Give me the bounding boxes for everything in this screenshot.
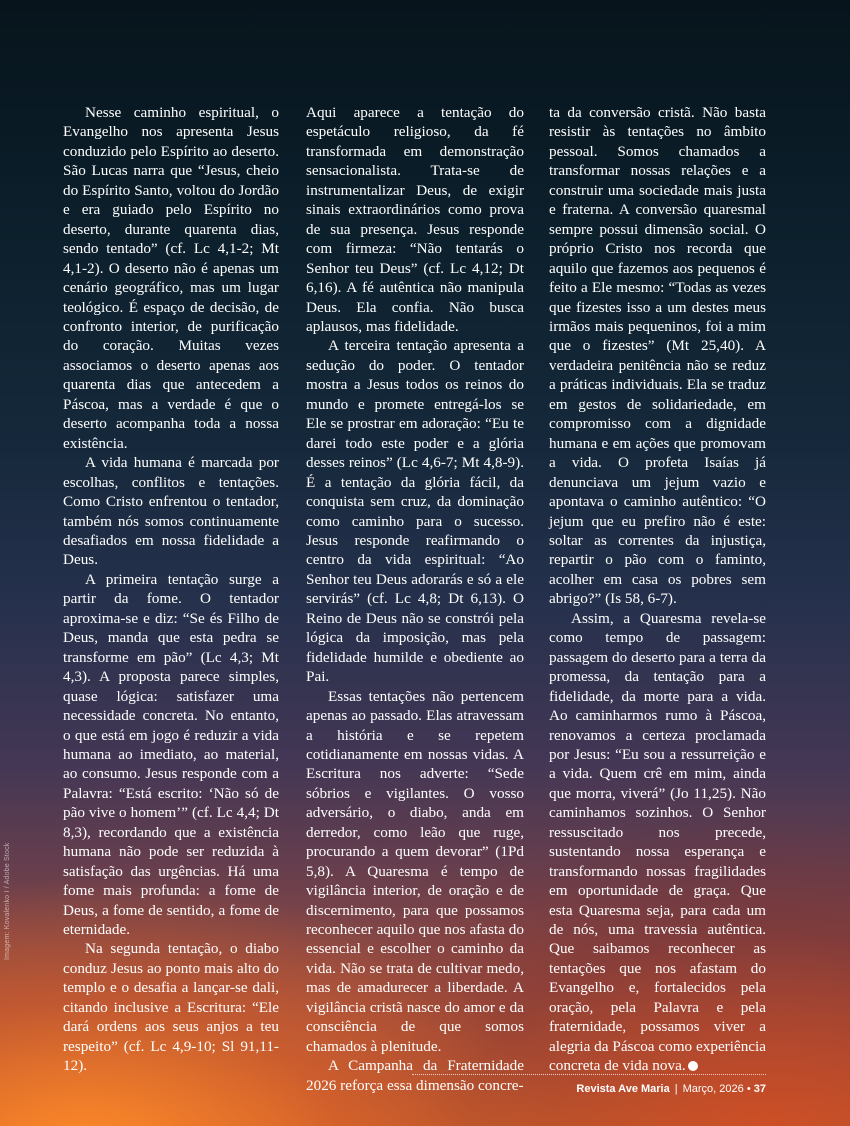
- paragraph: A terceira tentação apresenta a sedução do poder. O tentador mostra a Jesus todos os reinos do mundo e promete entregá-los se Ele se prostrar em adoração: “Eu te darei todo este poder e a glória desses reinos” (Lc 4,6-7; Mt 4,8-9). É a tentação da glória fácil, da conquista sem cruz, da dominação como caminho para o sucesso. Jesus responde reafirmando o centro da vida espiritual: “Ao Senhor teu Deus adorarás e só a ele servirás” (cf. Lc 4,8; Dt 6,13). O Reino de Deus não se constrói pela lógica da imposição, mas pela fidelidade humilde e obediente ao Pai.: [306, 337, 524, 686]
- page-footer: [576, 1083, 766, 1095]
- issue-date: Março, 2026: [682, 1083, 744, 1095]
- paragraph: A Campanha da Fraternidade 2026 reforça essa dimensão concre-: [306, 1057, 524, 1094]
- text-column-3: [549, 103, 766, 1076]
- paragraph: Essas tentações não pertencem apenas ao passado. Elas atravessam a história e se repetem cotidianamente em nossas vidas. A Escritura nos adverte: “Sede sóbrios e vigilantes. O vosso adversário, o diabo, anda em derredor, como leão que ruge, procurando a quem devorar” (1Pd 5,8). A Quaresma é tempo de vigilância interior, de oração e de discernimento, para que possamos reconhecer aquilo que nos afasta do essencial e escolher o caminho da vida. Não se trata de cultivar medo, mas de amadurecer a liberdade. A vigilância cristã nasce do amor e da consciência de que somos chamados à plenitude.: [306, 687, 524, 1055]
- page-number: 37: [753, 1083, 766, 1095]
- paragraph: A primeira tentação surge a partir da fome. O tentador aproxima-se e diz: “Se és Filho de Deus, manda que esta pedra se transforme em pão” (Lc 4,3; Mt 4,3). A proposta parece simples, quase lógica: satisfazer uma necessidade concreta. No entanto, o que está em jogo é reduzir a vida humana ao imediato, ao material, ao consumo. Jesus responde com a Palavra: “Está escrito: ‘Não só de pão vive o homem’” (cf. Lc 4,4; Dt 8,3), recordando que a existência humana não pode ser reduzida à satisfação das urgências. Há uma fome mais profunda: a fome de Deus, a fome de sentido, a fome de eternidade.: [63, 570, 279, 939]
- end-of-article-icon: [688, 1061, 698, 1071]
- text-column-1: [63, 103, 279, 1076]
- text-column-2: [306, 103, 524, 1095]
- image-credit: Imagem: Kovalenko I / Adobe Stock: [4, 842, 11, 960]
- paragraph-continuation: ta da conversão cristã. Não basta resistir às tentações no âmbito pessoal. Somos chamados a transformar nossas relações e a construir uma sociedade mais justa e fraterna. A conversão quaresmal sempre possui dimensão social. O próprio Cristo nos recorda que aquilo que fazemos aos pequenos é feito a Ele mesmo: “Todas as vezes que fizestes isso a um destes meus irmãos mais pequeninos, foi a mim que o fizestes” (Mt 25,40). A verdadeira penitência não se reduz a práticas individuais. Ela se traduz em gestos de solidariedade, em compromisso com a dignidade humana e em ações que promovam a vida. O profeta Isaías já denunciava um jejum vazio e apontava o caminho autêntico: “O jejum que eu prefiro não é este: soltar as correntes da injustiça, repartir o pão com o faminto, acolher em casa os pobres sem abrigo?” (Is 58, 6-7).: [549, 104, 766, 608]
- footer-bullet: •: [746, 1083, 751, 1095]
- paragraph: A vida humana é marcada por escolhas, conflitos e tentações. Como Cristo enfrentou o tentador, também nós somos continuamente desafiados em nossa fidelidade a Deus.: [63, 454, 279, 569]
- paragraph: Nesse caminho espiritual, o Evangelho nos apresenta Jesus conduzido pelo Espírito ao deserto. São Lucas narra que “Jesus, cheio do Espírito Santo, voltou do Jordão e era guiado pelo Espírito no deserto, durante quarenta dias, sendo tentado” (cf. Lc 4,1-2; Mt 4,1-2). O deserto não é apenas um cenário geográfico, mas um lugar teológico. É espaço de decisão, de confronto interior, de purificação do coração. Muitas vezes associamos o deserto apenas aos quarenta dias que antecedem a Páscoa, mas a verdade é que o deserto acompanha toda a nossa existência.: [63, 104, 279, 452]
- paragraph-continuation: Aqui aparece a tentação do espetáculo religioso, da fé transformada em demonstração sensacionalista. Trata-se de instrumentalizar Deus, de exigir sinais extraordinários como prova de sua presença. Jesus responde com firmeza: “Não tentarás o Senhor teu Deus” (cf. Lc 4,12; Dt 6,16). A fé autêntica não manipula Deus. Ela confia. Não busca aplausos, mas fidelidade.: [306, 104, 524, 335]
- magazine-name: Revista Ave Maria: [576, 1083, 670, 1095]
- final-paragraph-text: Assim, a Quaresma revela-se como tempo de passagem: passagem do deserto para a terra da promessa, da tentação para a fidelidade, da morte para a vida. Ao caminharmos rumo à Páscoa, renovamos a certeza proclamada por Jesus: “Eu sou a ressurreição e a vida. Quem crê em mim, ainda que morra, viverá” (Jo 11,25). Não caminhamos sozinhos. O Senhor ressuscitado nos precede, sustentando nossa esperança e transformando nossas fragilidades em oportunidade de graça. Que esta Quaresma seja, para cada um de nós, uma travessia autêntica. Que saibamos reconhecer as tentações que nos afastam do Evangelho e, fortalecidos pela oração, pela Palavra e pela fraternidade, possamos viver a alegria da Páscoa como experiência concreta de vida nova.: [549, 609, 766, 1075]
- paragraph-final: [549, 609, 766, 1076]
- footer-separator: |: [674, 1083, 678, 1095]
- footer-divider: [412, 1074, 766, 1075]
- paragraph: Na segunda tentação, o diabo conduz Jesus ao ponto mais alto do templo e o desafia a lançar-se dali, citando inclusive a Escritura: “Ele dará ordens aos seus anjos a teu respeito” (cf. Lc 4,9-10; Sl 91,11-12).: [63, 940, 279, 1075]
